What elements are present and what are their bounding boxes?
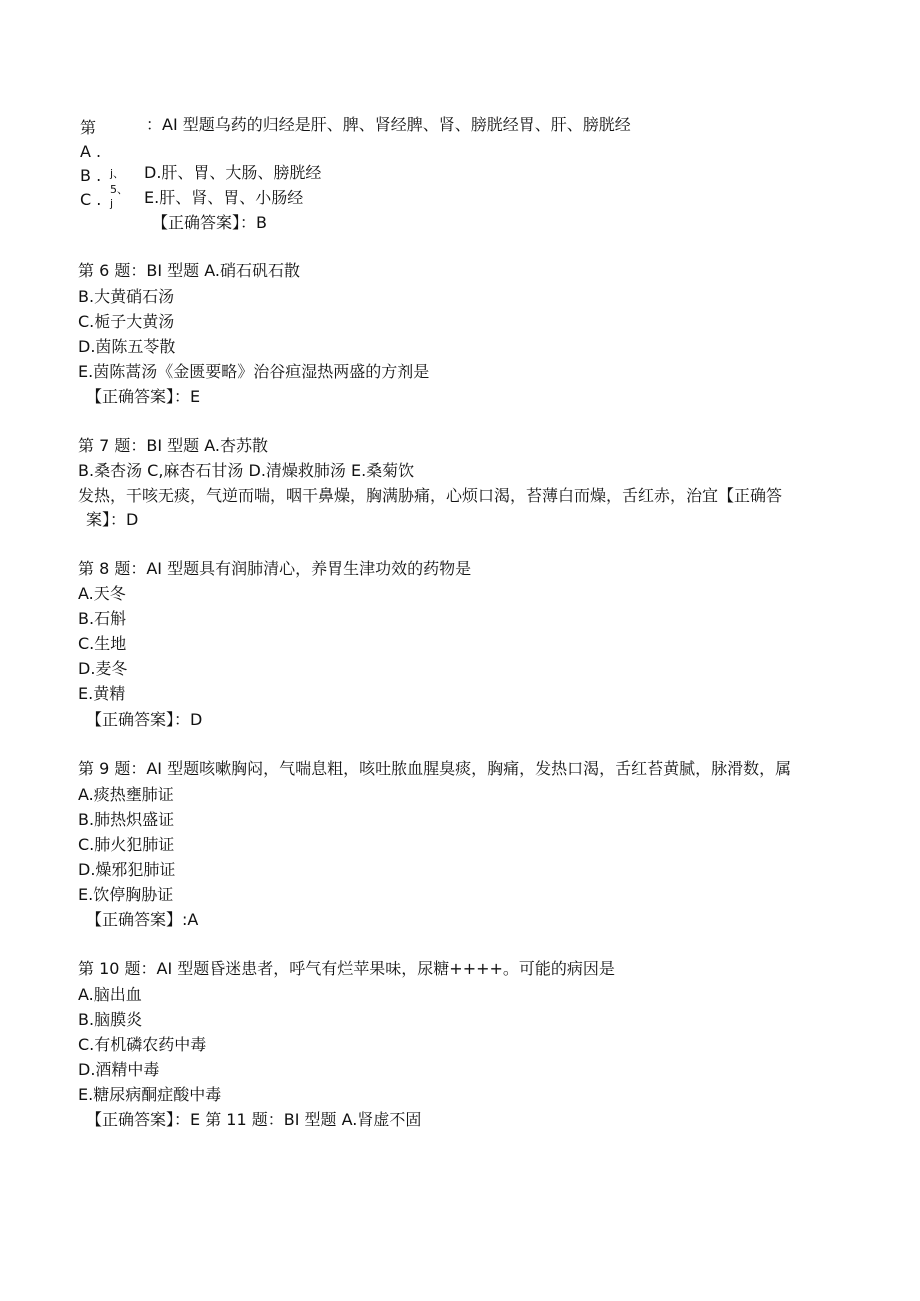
q5-fragment-c1: 5、 [110, 183, 128, 196]
q9-option-b: B.肺热炽盛证 [78, 810, 175, 829]
q5-option-e: E.肝、肾、胃、小肠经 [144, 188, 304, 207]
q10-answer-and-q11-stem: 【正确答案】：E 第 11 题：BI 型题 A.肾虚不固 [86, 1110, 422, 1129]
q6-stem: 第 6 题：BI 型题 A.硝石矾石散 [78, 261, 300, 280]
q5-letter-c: C . [80, 190, 102, 209]
q8-answer: 【正确答案】：D [86, 710, 203, 729]
q5-letter-b: B . [80, 166, 102, 185]
q7-answer: 案】：D [86, 510, 139, 529]
q8-option-c: C.生地 [78, 634, 127, 653]
q8-option-e: E.黄精 [78, 684, 126, 703]
q5-stem: ：AI 型题乌药的归经是肝、脾、肾经脾、肾、膀胱经胃、肝、膀胱经 [146, 115, 631, 134]
q9-option-e: E.饮停胸胁证 [78, 885, 174, 904]
q8-option-b: B.石斛 [78, 609, 127, 628]
q10-option-c: C.有机磷农药中毒 [78, 1035, 207, 1054]
q10-option-e: E.糖尿病酮症酸中毒 [78, 1085, 222, 1104]
q9-answer: 【正确答案】:A [86, 910, 199, 929]
q5-option-d: D.肝、胃、大肠、膀胱经 [144, 163, 322, 182]
q6-option-b: B.大黄硝石汤 [78, 287, 175, 306]
q8-option-d: D.麦冬 [78, 659, 128, 678]
q7-stem: 第 7 题：BI 型题 A.杏苏散 [78, 436, 268, 455]
q5-fragment-b: j、 [110, 167, 125, 180]
q10-option-d: D.酒精中毒 [78, 1060, 160, 1079]
q6-option-e: E.茵陈蒿汤《金匮要略》治谷疸湿热两盛的方剂是 [78, 362, 430, 381]
q9-option-d: D.燥邪犯肺证 [78, 860, 176, 879]
q6-answer: 【正确答案】：E [86, 387, 201, 406]
q5-fragment-c2: j [110, 197, 114, 210]
q8-option-a: A.天冬 [78, 584, 126, 603]
q6-option-c: C.栀子大黄汤 [78, 312, 175, 331]
q9-option-c: C.肺火犯肺证 [78, 835, 175, 854]
q8-stem: 第 8 题：AI 型题具有润肺清心，养胃生津功效的药物是 [78, 559, 472, 578]
q10-option-b: B.脑膜炎 [78, 1010, 143, 1029]
q7-question-text: 发热，干咳无痰，气逆而喘，咽干鼻燥，胸满胁痛，心烦口渴，苔薄白而燥，舌红赤，治宜【正确答 [78, 486, 783, 505]
q5-answer: 【正确答案】：B [152, 213, 267, 232]
q5-letter-a: A . [80, 142, 102, 161]
q10-option-a: A.脑出血 [78, 985, 142, 1004]
q9-option-a: A.痰热壅肺证 [78, 785, 174, 804]
q7-options-line: B.桑杏汤 C,麻杏石甘汤 D.清燥救肺汤 E.桑菊饮 [78, 461, 415, 480]
q9-stem: 第 9 题：AI 型题咳嗽胸闷，气喘息粗，咳吐脓血腥臭痰，胸痛，发热口渴，舌红苔黄腻，脉滑数，属 [78, 759, 792, 778]
q10-stem: 第 10 题：AI 型题昏迷患者，呼气有烂苹果味，尿糖++++。可能的病因是 [78, 959, 615, 978]
q6-option-d: D.茵陈五苓散 [78, 337, 176, 356]
q5-prefix: 第 [80, 118, 97, 137]
